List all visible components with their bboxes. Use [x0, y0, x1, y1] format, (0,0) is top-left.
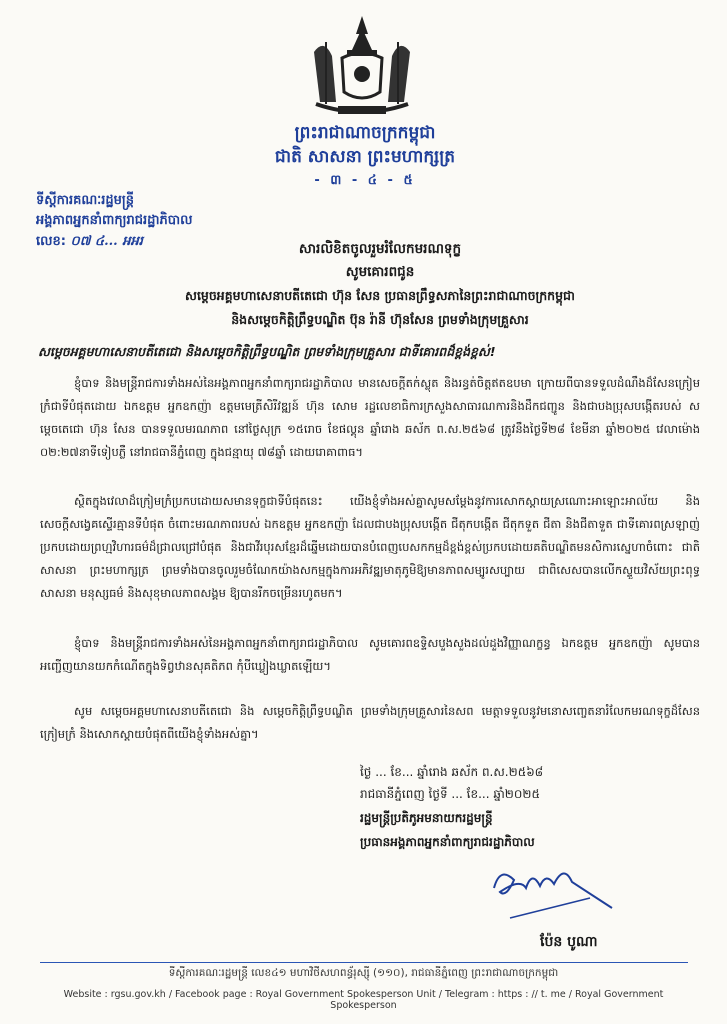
recipient-line-2: និងសម្តេចកិត្តិព្រឹទ្ធបណ្ឌិត ប៊ុន រ៉ានី ហ៊ុនសែន ព្រមទាំងក្រុមគ្រួសារ: [231, 312, 529, 327]
salutation: សម្តេចអគ្គមហាសេនាបតីតេជោ និងសម្តេចកិត្តិព្រឹទ្ធបណ្ឌិត ព្រមទាំងក្រុមគ្រួសារ ជាទីគោរពដ៏ខ្ពង់ខ្ពស់!: [38, 344, 496, 359]
footer-divider: [40, 962, 688, 963]
signatory-title-1: រដ្ឋមន្ត្រីប្រតិភូអមនាយករដ្ឋមន្ត្រី: [360, 811, 493, 825]
signatory-title-2: ប្រធានអង្គភាពអ្នកនាំពាក្យរាជរដ្ឋាភិបាល: [360, 835, 535, 849]
signatory-name: ប៉ែន បូណា: [540, 934, 598, 950]
kingdom-name: ព្រះរាជាណាចក្រកម្ពុជា: [294, 123, 436, 143]
signature-icon: [480, 858, 620, 928]
header-ornament: - ៣ - ៤ - ៥: [314, 173, 416, 188]
recipient-line-1: សម្តេចអគ្គមហាសេនាបតីតេជោ ហ៊ុន សែន ប្រធានព្រឹទ្ធសភានៃព្រះរាជាណាចក្រកម្ពុជា: [185, 288, 575, 303]
footer-address: ទីស្ដីការគណៈរដ្ឋមន្ត្រី លេខ៤១ មហាវិថីសហពន្ធ័រុស្ស៊ី (១១០), រាជធានីភ្នំពេញ ព្រះរាជាណាចក្រកម្ពុជា: [168, 967, 559, 979]
national-motto: ជាតិ សាសនា ព្រះមហាក្សត្រ: [274, 147, 456, 167]
office-name: ទីស្ដីការគណៈរដ្ឋមន្ត្រី: [36, 193, 134, 208]
body-paragraph-4: សូម សម្តេចអគ្គមហាសេនាបតីតេជោ និង សម្តេចកិត្តិព្រឹទ្ធបណ្ឌិត ព្រមទាំងក្រុមគ្រួសារនៃសព មេត្តាទទួលនូវមនោសញ្ចេតនារំលែកមរណទុក្ខដ៏សែនក្រៀមក្រំ និងសោកស្តាយបំផុតពីយើងខ្ញុំទាំងអស់គ្នា។: [40, 704, 700, 741]
footer-contacts: Website : rgsu.gov.kh / Facebook page : Royal Government Spokesperson Unit / Telegram : https : // t. me / Royal Government Spokesperson: [63, 989, 664, 1011]
solar-date: រាជធានីភ្នំពេញ ថ្ងៃទី ... ខែ... ឆ្នាំ២០២៥: [360, 787, 540, 801]
unit-name: អង្គភាពអ្នកនាំពាក្យរាជរដ្ឋាភិបាល: [36, 213, 193, 228]
royal-emblem-icon: [302, 12, 422, 120]
lunar-date: ថ្ងៃ ... ខែ... ឆ្នាំរោង ឆស័ក ព.ស.២៥៦៨: [360, 765, 544, 779]
body-paragraph-1: ខ្ញុំបាទ និងមន្ត្រីរាជការទាំងអស់នៃអង្គភាពអ្នកនាំពាក្យរាជរដ្ឋាភិបាល មានសេចក្តីតក់ស្លុត និងរន្ធត់ចិត្តឥតឧបមា ក្រោយពីបានទទួលដំណឹងដ៏សែនក្រៀមក្រំជាទីបំផុតដោយ ឯកឧត្តម អ្នកឧកញ៉ា ឧត្តមមេត្រីសិរីវឌ្ឍន៍ ហ៊ុន សោម រដ្ឋលេខាធិការក្រសួងសាធារណការនិងដឹកជញ្ជូន និងជាបងប្រុសបង្កើតរបស់ សម្តេចតេជោ ហ៊ុន សែន បានទទួលមរណភាព នៅថ្ងៃសុក្រ ១៥រោច ខែផល្គុន ឆ្នាំរោង ឆស័ក ព.ស.២៥៦៨ ត្រូវនឹងថ្ងៃទី២៨ ខែមីនា ឆ្នាំ២០២៥ វេលាម៉ោង ០២:២៧នាទីទៀបភ្លឺ នៅរាជធានីភ្នំពេញ ក្នុងជន្មាយុ ៧៨ឆ្នាំ ដោយរោគាពាធ។: [40, 376, 700, 459]
reference-label: លេខ:: [36, 234, 66, 249]
letter-title: សារលិខិតចូលរួមរំលែកមរណទុក្ខ: [298, 241, 462, 257]
letter-addressing: សូមគោរពជូន: [345, 264, 415, 280]
body-paragraph-2: ស្ថិតក្នុងវេលាដ៏ក្រៀមក្រំប្រកបដោយសមានទុក្ខជាទីបំផុតនេះ យើងខ្ញុំទាំងអស់គ្នាសូមសម្តែងនូវការសោកស្តាយស្រណោះអាឡោះអាល័យ និងសេចក្តីសង្វេគស្ទើរគ្មានទីបំផុត ចំពោះមរណភាពរបស់ ឯកឧត្តម អ្នកឧកញ៉ា ដែលជាបងប្រុសបង្កើត ជីតុកបង្កើត ជីតុកទួត ជីតា និងជីតាទួត ជាទីគោរពស្រឡាញ់ប្រកបដោយព្រហ្មវិហារធម៌ដ៏ជ្រាលជ្រៅបំផុត និងជាវីរបុរសខ្មែរដ៏ឆ្នើមដោយបានបំពេញបេសកកម្មដ៏ខ្ពង់ខ្ពស់ប្រកបដោយគតិបណ្ឌិតមនសិការស្នេហាចំពោះ ជាតិ សាសនា ព្រះមហាក្សត្រ ព្រមទាំងបានចូលរួមចំណែកយ៉ាងសកម្មក្នុងការអភិវឌ្ឍមាតុភូមិឱ្យមានភាពសម្បូរសប្បាយ ជាពិសេសបានលើកស្ទួយវិស័យព្រះពុទ្ធសាសនា មនុស្សធម៌ និងសុខុមាលភាពសង្គម ឱ្យបានរីកចម្រើនរហូតមក។: [40, 494, 700, 600]
body-paragraph-3: ខ្ញុំបាទ និងមន្ត្រីរាជការទាំងអស់នៃអង្គភាពអ្នកនាំពាក្យរាជរដ្ឋាភិបាល សូមគោរពឧទ្ទិសបួងសួងដល់ដួងវិញ្ញាណក្ខន្ធ ឯកឧត្តម អ្នកឧកញ៉ា សូមបានអញ្ជើញយានយកកំណើតក្នុងទិព្វឋានសុគតិភព កុំបីឃ្លៀងឃ្លាតឡើយ។: [40, 636, 700, 673]
reference-value: ០៧ ៤... អអរ: [70, 234, 143, 249]
